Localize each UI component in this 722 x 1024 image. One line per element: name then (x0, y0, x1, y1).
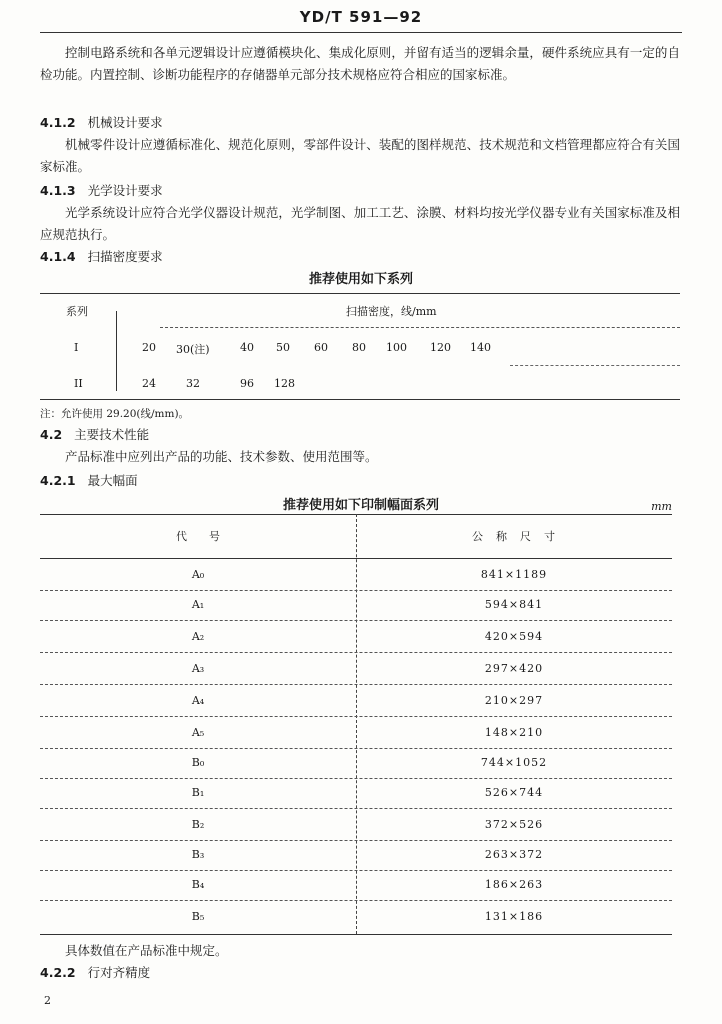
table1-caption: 推荐使用如下系列 (308, 272, 413, 287)
section-4-1-4-heading (40, 248, 163, 266)
size-column-header: 公 称 尺 寸 (472, 530, 556, 543)
density-value: 140 (470, 341, 491, 354)
format-code: A₅ (191, 726, 205, 739)
format-code: B₀ (191, 756, 205, 769)
format-code: A₀ (191, 568, 205, 581)
density-value: 120 (430, 341, 451, 354)
density-value: 80 (352, 341, 366, 354)
section-4-2-2-heading (40, 964, 150, 982)
section-title: 主要技术性能 (74, 427, 150, 442)
format-size: 297×420 (484, 662, 544, 675)
density-value: 24 (142, 377, 156, 390)
table-row (40, 622, 672, 652)
table-row (40, 686, 672, 716)
table1-note: 注：允许使用 29.20(线/mm)。 (40, 408, 190, 420)
table-row (40, 654, 672, 684)
section-title: 机械设计要求 (87, 115, 163, 130)
table-row (40, 718, 672, 748)
format-size: 526×744 (484, 786, 544, 799)
format-size: 263×372 (484, 848, 544, 861)
control-design-paragraph: 控制电路系统和各单元逻辑设计应遵循模块化、集成化原则，并留有适当的逻辑余量，硬件系统应具有一定的自检功能。内置控制、诊断功能程序的存储器单元部分技术规格应符合相应的国家标准。 (40, 45, 680, 82)
format-code: B₅ (191, 910, 205, 923)
format-size: 594×841 (484, 598, 544, 611)
table-header-row (40, 522, 672, 552)
table-bottom-rule (40, 399, 680, 400)
format-size: 372×526 (484, 818, 544, 831)
section-4-1-2-heading (40, 114, 163, 132)
row-rule (40, 716, 672, 717)
mechanical-design-paragraph: 机械零件设计应遵循标准化、规范化原则，零部件设计、装配的图样规范、技术规范和文档管理都应符合有关国家标准。 (40, 137, 680, 174)
density-value: 60 (314, 341, 328, 354)
table2-caption: 推荐使用如下印制幅面系列 (282, 498, 439, 513)
density-value: 50 (276, 341, 290, 354)
section-title: 行对齐精度 (87, 965, 151, 980)
section-4-1-3-heading (40, 182, 163, 200)
section-title: 光学设计要求 (87, 183, 163, 198)
table-row (40, 840, 672, 870)
standard-code-header: YD/T 591—92 (299, 8, 423, 26)
density-value: 100 (386, 341, 407, 354)
section-title: 扫描密度要求 (87, 249, 163, 264)
series-label: II (74, 377, 83, 390)
density-column-header: 扫描密度，线/mm (346, 305, 437, 318)
format-size: 148×210 (484, 726, 544, 739)
format-size: 186×263 (484, 878, 544, 891)
table-row (40, 748, 672, 778)
format-code: A₁ (191, 598, 205, 611)
section-4-2-1-heading (40, 472, 138, 490)
table-column-divider (116, 311, 117, 391)
table-bottom-rule (40, 934, 672, 935)
row-rule (40, 900, 672, 901)
table-row (40, 810, 672, 840)
section-number: 4.2 (40, 427, 63, 442)
density-value: 30(注) (176, 343, 210, 356)
table-row (40, 560, 672, 590)
format-size: 744×1052 (480, 756, 548, 769)
format-code: A₄ (191, 694, 205, 707)
format-code: A₂ (191, 630, 205, 643)
row-rule (40, 620, 672, 621)
format-code: B₄ (191, 878, 205, 891)
row-rule (40, 652, 672, 653)
page-number: 2 (44, 994, 51, 1007)
header-rule (40, 32, 682, 33)
specification-paragraph: 具体数值在产品标准中规定。 (65, 943, 228, 958)
table-row (40, 902, 672, 932)
format-code: B₃ (191, 848, 205, 861)
format-code: B₁ (191, 786, 205, 799)
format-size: 210×297 (484, 694, 544, 707)
series-column-header: 系列 (66, 305, 88, 318)
table-row (40, 590, 672, 620)
header-rule (160, 327, 680, 328)
table2-unit: mm (651, 500, 672, 513)
section-number: 4.1.4 (40, 249, 76, 264)
performance-paragraph: 产品标准中应列出产品的功能、技术参数、使用范围等。 (65, 449, 378, 464)
table-row (40, 778, 672, 808)
format-size: 420×594 (484, 630, 544, 643)
section-number: 4.1.3 (40, 183, 76, 198)
format-code: B₂ (191, 818, 205, 831)
row-rule (40, 808, 672, 809)
density-value: 40 (240, 341, 254, 354)
density-value: 96 (240, 377, 254, 390)
series-label: I (74, 341, 79, 354)
section-number: 4.2.2 (40, 965, 76, 980)
header-bottom-rule (40, 558, 672, 559)
table-top-rule (40, 293, 680, 294)
density-value: 128 (274, 377, 295, 390)
section-4-2-heading (40, 426, 149, 444)
density-value: 32 (186, 377, 200, 390)
format-size: 131×186 (484, 910, 544, 923)
row-rule (510, 365, 680, 366)
density-value: 20 (142, 341, 156, 354)
format-size: 841×1189 (480, 568, 548, 581)
row-rule (40, 684, 672, 685)
format-code: A₃ (191, 662, 205, 675)
table-row (40, 870, 672, 900)
section-number: 4.2.1 (40, 473, 76, 488)
optical-design-paragraph: 光学系统设计应符合光学仪器设计规范，光学制图、加工工艺、涂膜、材料均按光学仪器专业有关国家标准及相应规范执行。 (40, 205, 680, 242)
code-column-header: 代 号 (176, 530, 220, 543)
section-title: 最大幅面 (87, 473, 138, 488)
section-number: 4.1.2 (40, 115, 76, 130)
